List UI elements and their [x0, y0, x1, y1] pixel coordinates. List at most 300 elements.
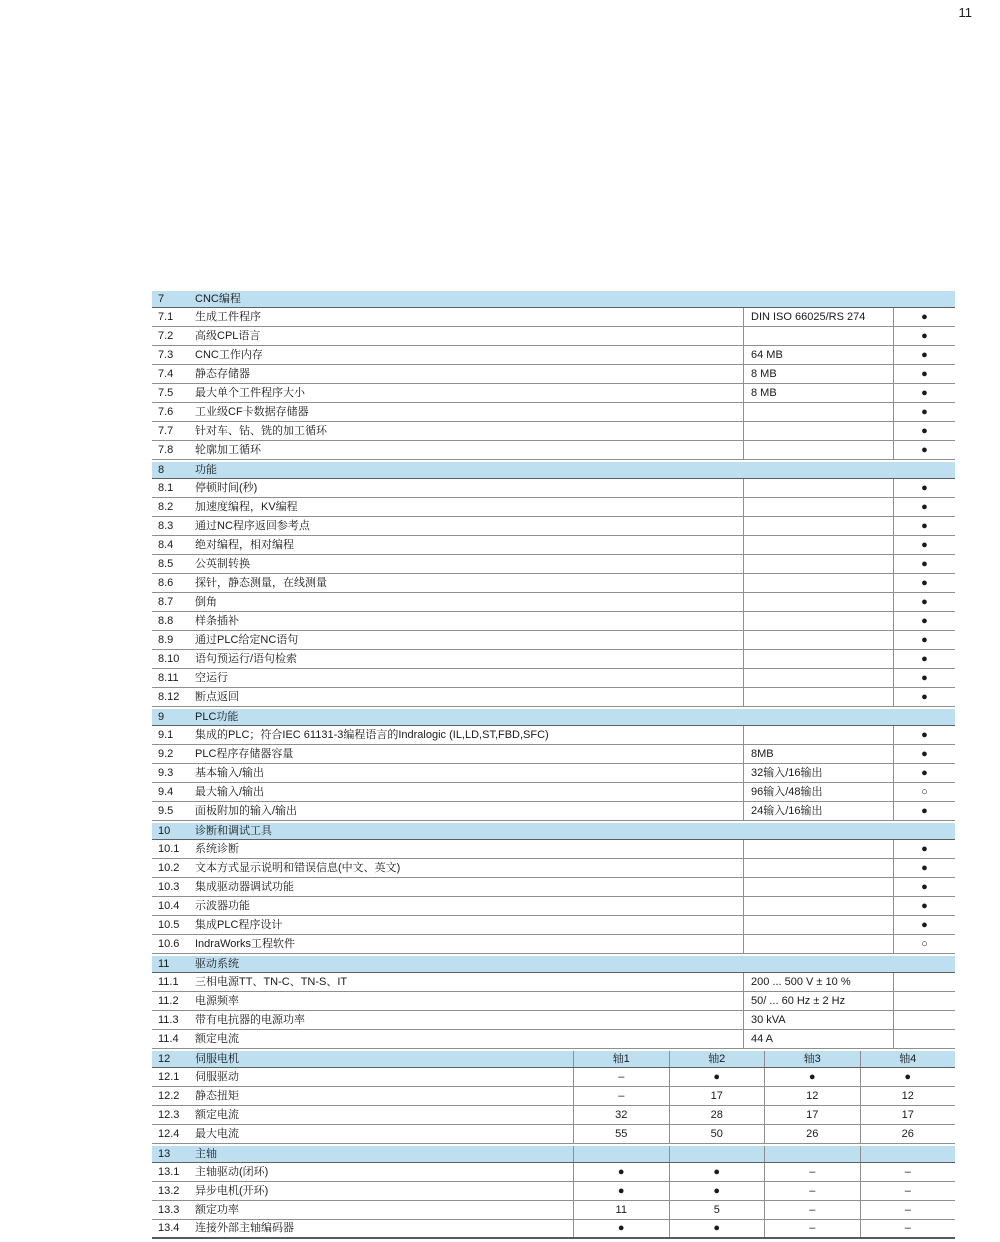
row-label: 样条插补 [195, 614, 239, 627]
table-row [152, 859, 955, 878]
row-label-cell [152, 859, 743, 877]
row-number: 9.5 [158, 804, 174, 817]
row-number: 10.3 [158, 880, 180, 893]
row-label-cell [152, 840, 743, 858]
row-label-cell [152, 878, 743, 896]
row-number: 13.3 [158, 1203, 180, 1216]
row-number: 12.1 [158, 1070, 180, 1083]
table-row [152, 593, 955, 612]
axis-value-cell: – [860, 1163, 956, 1181]
row-label-cell [152, 327, 743, 345]
row-value: 50/ ... 60 Hz ± 2 Hz [743, 992, 893, 1010]
row-number: 7.1 [158, 310, 174, 323]
row-number: 8.8 [158, 614, 174, 627]
row-value [743, 555, 893, 573]
table-row [152, 517, 955, 536]
row-number: 7.5 [158, 386, 174, 399]
row-label-cell [152, 365, 743, 383]
table-row [152, 1030, 955, 1049]
row-value [743, 498, 893, 516]
section-header-row [152, 1144, 955, 1163]
row-number: 12.4 [158, 1127, 180, 1140]
table-row [152, 897, 955, 916]
row-label: 面板附加的输入/输出 [195, 804, 298, 817]
availability-cell: ● [893, 764, 955, 782]
row-label: 静态存储器 [195, 367, 250, 380]
row-label: 断点返回 [195, 690, 239, 703]
row-label-cell [152, 498, 743, 516]
axis-column-header: 轴3 [764, 1051, 860, 1067]
row-label: 系统诊断 [195, 842, 239, 855]
section-header-label [152, 462, 955, 478]
row-label-cell [152, 783, 743, 801]
row-label-cell [152, 897, 743, 915]
axis-column-header [764, 1146, 860, 1162]
availability-cell: ● [893, 479, 955, 497]
row-number: 8.7 [158, 595, 174, 608]
row-number: 8.4 [158, 538, 174, 551]
table-row [152, 1163, 955, 1182]
row-number: 9.4 [158, 785, 174, 798]
table-row [152, 308, 955, 327]
section-title: 诊断和调试工具 [195, 824, 272, 837]
row-value: 96输入/48输出 [743, 783, 893, 801]
availability-cell: ● [893, 631, 955, 649]
row-value: 8 MB [743, 365, 893, 383]
row-label: 最大电流 [195, 1127, 239, 1140]
axis-value-cell: – [860, 1182, 956, 1200]
table-row [152, 992, 955, 1011]
availability-cell: ● [893, 726, 955, 744]
row-value [743, 536, 893, 554]
table-row [152, 726, 955, 745]
section-number: 7 [158, 292, 165, 305]
axis-value-cell: 50 [669, 1125, 765, 1143]
row-label: 异步电机(开环) [195, 1184, 269, 1197]
row-number: 11.1 [158, 975, 179, 988]
section-header-label [152, 823, 955, 839]
row-number: 11.4 [158, 1032, 179, 1045]
row-number: 8.3 [158, 519, 174, 532]
row-label: PLC程序存储器容量 [195, 747, 294, 760]
row-label-cell [152, 745, 743, 763]
axis-value-cell: – [860, 1201, 956, 1219]
axis-column-header: 轴4 [860, 1051, 956, 1067]
table-row [152, 669, 955, 688]
availability-cell: ● [893, 878, 955, 896]
row-label: 倒角 [195, 595, 217, 608]
table-row [152, 365, 955, 384]
table-row [152, 1106, 955, 1125]
row-value [743, 441, 893, 459]
row-label: 探针，静态测量，在线测量 [195, 576, 327, 589]
row-label-cell [152, 441, 743, 459]
table-row [152, 403, 955, 422]
row-value [743, 840, 893, 858]
availability-cell: ● [893, 612, 955, 630]
section-header-row [152, 1049, 955, 1068]
row-number: 13.2 [158, 1184, 180, 1197]
axis-value-cell: 5 [669, 1201, 765, 1219]
section-number: 11 [158, 957, 170, 970]
row-value: 24输入/16输出 [743, 802, 893, 820]
table-row [152, 498, 955, 517]
row-value [743, 422, 893, 440]
availability-cell: ● [893, 384, 955, 402]
availability-cell: ● [893, 916, 955, 934]
row-label-cell [152, 1068, 573, 1086]
table-row [152, 916, 955, 935]
row-number: 9.3 [158, 766, 174, 779]
availability-cell: ● [893, 593, 955, 611]
row-number: 7.7 [158, 424, 174, 437]
availability-cell [893, 992, 955, 1010]
availability-cell: ● [893, 650, 955, 668]
row-label-cell [152, 422, 743, 440]
table-row [152, 555, 955, 574]
row-number: 8.12 [158, 690, 180, 703]
axis-value-cell: ● [669, 1220, 765, 1237]
axis-value-cell: 12 [764, 1087, 860, 1105]
row-label-cell [152, 574, 743, 592]
row-value: DIN ISO 66025/RS 274 [743, 308, 893, 326]
availability-cell: ● [893, 669, 955, 687]
row-label: 轮廓加工循环 [195, 443, 261, 456]
row-label-cell [152, 764, 743, 782]
table-row [152, 1068, 955, 1087]
axis-value-cell: ● [573, 1182, 669, 1200]
row-value [743, 916, 893, 934]
availability-cell: ● [893, 859, 955, 877]
table-row [152, 631, 955, 650]
row-label: 主轴驱动(闭环) [195, 1165, 269, 1178]
row-label-cell [152, 973, 743, 991]
availability-cell: ● [893, 498, 955, 516]
axis-value-cell: ● [669, 1182, 765, 1200]
table-row [152, 783, 955, 802]
row-label: 加速度编程，KV编程 [195, 500, 298, 513]
row-label: 集成驱动器调试功能 [195, 880, 294, 893]
row-label: 停顿时间(秒) [195, 481, 258, 494]
page-number: 11 [958, 5, 972, 20]
row-label-cell [152, 612, 743, 630]
section-title: 驱动系统 [195, 957, 239, 970]
row-label-cell [152, 631, 743, 649]
axis-value-cell: 26 [860, 1125, 956, 1143]
table-row [152, 384, 955, 403]
row-value [743, 403, 893, 421]
row-label: 静态扭矩 [195, 1089, 239, 1102]
section-title: CNC编程 [195, 292, 241, 305]
section-title: 功能 [195, 463, 217, 476]
section-header-row [152, 289, 955, 308]
availability-cell: ● [893, 688, 955, 706]
row-value [743, 935, 893, 953]
axis-value-cell: – [764, 1182, 860, 1200]
row-label-cell [152, 346, 743, 364]
table-row [152, 745, 955, 764]
row-value [743, 669, 893, 687]
availability-cell: ● [893, 745, 955, 763]
table-row [152, 1220, 955, 1239]
row-value [743, 878, 893, 896]
section-title: 伺服电机 [195, 1052, 239, 1065]
section-header-label [152, 709, 955, 725]
axis-value-cell: 17 [669, 1087, 765, 1105]
table-row [152, 422, 955, 441]
row-label-cell [152, 726, 743, 744]
row-value: 44 A [743, 1030, 893, 1048]
table-row [152, 479, 955, 498]
availability-cell: ● [893, 802, 955, 820]
row-number: 10.5 [158, 918, 180, 931]
row-number: 7.4 [158, 367, 174, 380]
row-value [743, 650, 893, 668]
row-label-cell [152, 802, 743, 820]
availability-cell: ● [893, 365, 955, 383]
row-label: 生成工件程序 [195, 310, 261, 323]
row-label: 带有电抗器的电源功率 [195, 1013, 305, 1026]
row-number: 9.2 [158, 747, 174, 760]
table-row [152, 1125, 955, 1144]
row-label-cell [152, 536, 743, 554]
row-label-cell [152, 555, 743, 573]
availability-cell: ● [893, 574, 955, 592]
table-row [152, 840, 955, 859]
row-label: 通过PLC给定NC语句 [195, 633, 299, 646]
row-number: 12.2 [158, 1089, 180, 1102]
row-value [743, 859, 893, 877]
axis-value-cell: 32 [573, 1106, 669, 1124]
availability-cell: ● [893, 555, 955, 573]
row-label-cell [152, 650, 743, 668]
row-label-cell [152, 1011, 743, 1029]
axis-value-cell: – [573, 1068, 669, 1086]
row-label: 高级CPL语言 [195, 329, 261, 342]
section-title: PLC功能 [195, 710, 239, 723]
row-number: 13.4 [158, 1222, 180, 1234]
row-label: 绝对编程，相对编程 [195, 538, 294, 551]
availability-cell: ○ [893, 935, 955, 953]
row-label-cell [152, 1125, 573, 1143]
row-value: 64 MB [743, 346, 893, 364]
row-value: 8 MB [743, 384, 893, 402]
table-row [152, 536, 955, 555]
row-label-cell [152, 669, 743, 687]
table-row [152, 935, 955, 954]
table-row [152, 1087, 955, 1106]
table-row [152, 802, 955, 821]
axis-value-cell: 26 [764, 1125, 860, 1143]
row-number: 10.1 [158, 842, 180, 855]
table-row [152, 764, 955, 783]
row-label: 电源频率 [195, 994, 239, 1007]
row-label: 最大单个工件程序大小 [195, 386, 305, 399]
availability-cell: ● [893, 517, 955, 535]
axis-column-header [669, 1146, 765, 1162]
availability-cell: ● [893, 536, 955, 554]
axis-value-cell: ● [764, 1068, 860, 1086]
table-row [152, 441, 955, 460]
row-number: 8.1 [158, 481, 174, 494]
axis-value-cell: – [860, 1220, 956, 1237]
table-row [152, 1201, 955, 1220]
row-number: 11.2 [158, 994, 179, 1007]
row-label: 文本方式显示说明和错误信息(中文、英文) [195, 861, 401, 874]
table-row [152, 688, 955, 707]
availability-cell: ● [893, 441, 955, 459]
table-row [152, 878, 955, 897]
row-label: 基本输入/输出 [195, 766, 265, 779]
axis-value-cell: 17 [764, 1106, 860, 1124]
row-label-cell [152, 916, 743, 934]
axis-column-header [860, 1146, 956, 1162]
row-label-cell [152, 593, 743, 611]
row-label: 工业级CF卡数据存储器 [195, 405, 309, 418]
section-header-row [152, 821, 955, 840]
section-number: 10 [158, 824, 171, 837]
availability-cell: ● [893, 327, 955, 345]
row-value: 8MB [743, 745, 893, 763]
row-value [743, 593, 893, 611]
row-number: 11.3 [158, 1013, 179, 1026]
row-label: 通过NC程序返回参考点 [195, 519, 310, 532]
availability-cell: ● [893, 840, 955, 858]
row-label-cell [152, 1182, 573, 1200]
row-value [743, 897, 893, 915]
axis-value-cell: ● [860, 1068, 956, 1086]
availability-cell: ● [893, 403, 955, 421]
row-label: 空运行 [195, 671, 228, 684]
row-number: 13.1 [158, 1165, 180, 1178]
row-label-cell [152, 308, 743, 326]
availability-cell: ● [893, 308, 955, 326]
table-row [152, 327, 955, 346]
axis-value-cell: – [764, 1201, 860, 1219]
row-value [743, 612, 893, 630]
row-label-cell [152, 384, 743, 402]
row-number: 8.2 [158, 500, 174, 513]
row-label: 集成PLC程序设计 [195, 918, 283, 931]
section-header-label [152, 1051, 573, 1067]
row-label: 三相电源TT、TN-C、TN-S、IT [195, 975, 348, 988]
availability-cell: ● [893, 897, 955, 915]
row-label-cell [152, 1220, 573, 1237]
row-number: 8.6 [158, 576, 174, 589]
section-header-label [152, 291, 955, 307]
axis-value-cell: ● [669, 1068, 765, 1086]
row-value [743, 688, 893, 706]
row-label: 集成的PLC；符合IEC 61131-3编程语言的Indralogic (IL,LD,ST,FBD,SFC) [195, 728, 549, 741]
row-label: 额定功率 [195, 1203, 239, 1216]
axis-column-header: 轴1 [573, 1051, 669, 1067]
section-number: 9 [158, 710, 165, 723]
section-header-row [152, 954, 955, 973]
row-label: 针对车、钻、铣的加工循环 [195, 424, 327, 437]
row-value [743, 726, 893, 744]
axis-value-cell: ● [573, 1163, 669, 1181]
spec-table [152, 289, 955, 1239]
row-label-cell [152, 479, 743, 497]
section-header-label [152, 956, 955, 972]
row-label-cell [152, 517, 743, 535]
availability-cell: ● [893, 422, 955, 440]
axis-value-cell: ● [669, 1163, 765, 1181]
row-value: 30 kVA [743, 1011, 893, 1029]
row-label: IndraWorks工程软件 [195, 937, 296, 950]
availability-cell: ○ [893, 783, 955, 801]
row-value [743, 517, 893, 535]
row-value [743, 574, 893, 592]
table-row [152, 612, 955, 631]
axis-column-header [573, 1146, 669, 1162]
axis-value-cell: – [573, 1087, 669, 1105]
row-label: 额定电流 [195, 1032, 239, 1045]
row-number: 7.6 [158, 405, 174, 418]
row-label-cell [152, 1201, 573, 1219]
axis-value-cell: 11 [573, 1201, 669, 1219]
section-title: 主轴 [195, 1147, 217, 1160]
row-label: 最大输入/输出 [195, 785, 265, 798]
axis-column-header: 轴2 [669, 1051, 765, 1067]
row-label-cell [152, 1030, 743, 1048]
row-number: 10.2 [158, 861, 180, 874]
row-label: CNC工作内存 [195, 348, 263, 361]
row-number: 8.5 [158, 557, 174, 570]
row-label-cell [152, 1163, 573, 1181]
row-number: 10.4 [158, 899, 180, 912]
section-header-row [152, 707, 955, 726]
row-number: 12.3 [158, 1108, 180, 1121]
table-row [152, 1182, 955, 1201]
row-label: 伺服驱动 [195, 1070, 239, 1083]
row-number: 10.6 [158, 937, 180, 950]
row-label: 语句预运行/语句检索 [195, 652, 298, 665]
axis-value-cell: ● [573, 1220, 669, 1237]
row-label-cell [152, 1087, 573, 1105]
section-number: 12 [158, 1052, 171, 1065]
table-row [152, 1011, 955, 1030]
row-label: 额定电流 [195, 1108, 239, 1121]
section-number: 8 [158, 463, 165, 476]
axis-value-cell: 55 [573, 1125, 669, 1143]
row-label-cell [152, 992, 743, 1010]
row-label: 连接外部主轴编码器 [195, 1222, 294, 1234]
availability-cell [893, 1030, 955, 1048]
row-number: 8.9 [158, 633, 174, 646]
row-number: 8.11 [158, 671, 179, 684]
axis-value-cell: 17 [860, 1106, 956, 1124]
row-label-cell [152, 688, 743, 706]
availability-cell [893, 1011, 955, 1029]
row-number: 7.2 [158, 329, 174, 342]
row-value: 32输入/16输出 [743, 764, 893, 782]
table-row [152, 346, 955, 365]
row-value [743, 327, 893, 345]
availability-cell [893, 973, 955, 991]
row-label-cell [152, 403, 743, 421]
table-row [152, 574, 955, 593]
row-label-cell [152, 935, 743, 953]
availability-cell: ● [893, 346, 955, 364]
table-row [152, 973, 955, 992]
axis-value-cell: – [764, 1163, 860, 1181]
row-label: 公英制转换 [195, 557, 250, 570]
axis-value-cell: – [764, 1220, 860, 1237]
row-label-cell [152, 1106, 573, 1124]
row-value: 200 ... 500 V ± 10 % [743, 973, 893, 991]
row-number: 9.1 [158, 728, 174, 741]
